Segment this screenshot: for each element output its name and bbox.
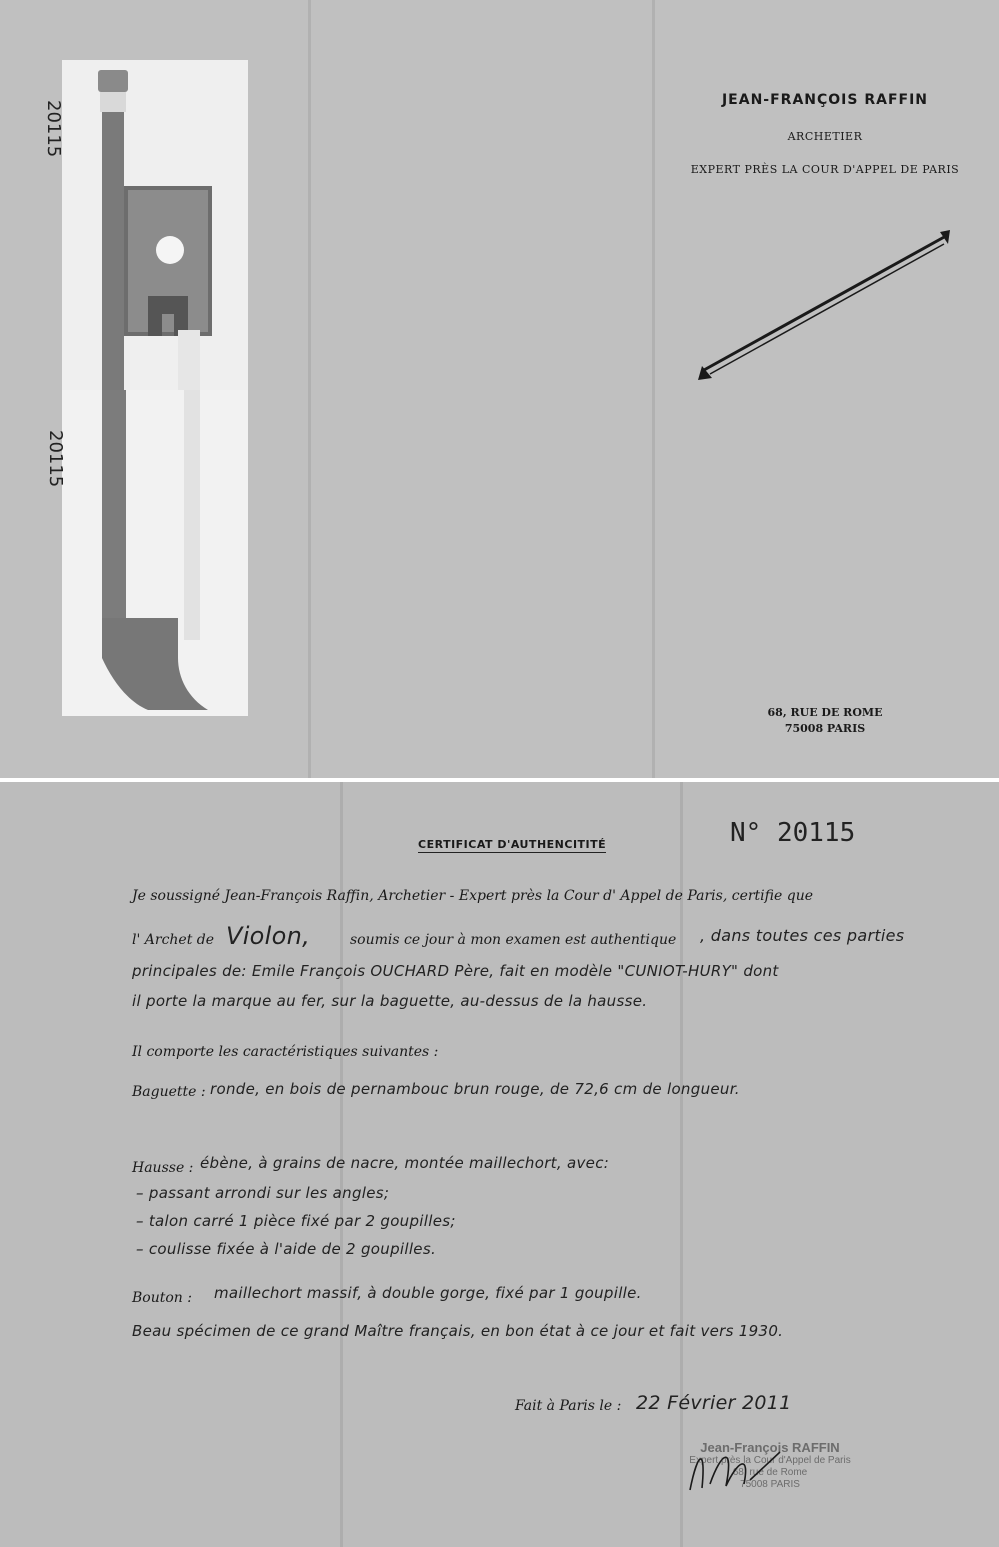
bouton-label: Bouton : <box>132 1290 192 1306</box>
hausse-line: – talon carré 1 pièce fixé par 2 goupilles; <box>136 1212 456 1230</box>
stamp-name: Jean-François RAFFIN <box>700 1440 840 1455</box>
authentic-handwriting-1: , dans toutes ces parties <box>700 926 905 945</box>
photo-reference-number: 20115 <box>45 430 66 488</box>
hausse-label: Hausse : <box>132 1160 194 1176</box>
fold-line <box>652 0 655 778</box>
place-label: Fait à Paris le : <box>515 1398 622 1414</box>
letterhead-expertise: EXPERT PRÈS LA COUR D'APPEL DE PARIS <box>690 163 960 176</box>
certificate-date: 22 Février 2011 <box>636 1392 792 1414</box>
stamp-line: 68, rue de Rome <box>732 1467 808 1478</box>
letterhead-address-street: 68, RUE DE ROME <box>767 706 883 719</box>
archet-label: l' Archet de <box>132 932 215 948</box>
bow-head-illustration <box>62 390 248 716</box>
stamp-line: 75008 PARIS <box>740 1479 800 1490</box>
letterhead-title: ARCHETIER <box>787 130 863 143</box>
certificate-intro: Je soussigné Jean-François Raffin, Archetier - Expert près la Cour d' Appel de Paris, certifie que <box>132 888 813 904</box>
bow-photo-head <box>45 390 248 716</box>
bow-frog-illustration <box>62 60 248 392</box>
hausse-line: ébène, à grains de nacre, montée maillechort, avec: <box>200 1154 610 1172</box>
baguette-value: ronde, en bois de pernambouc brun rouge, de 72,6 cm de longueur. <box>210 1080 740 1098</box>
stamp-line: Expert près la Cour d'Appel de Paris <box>689 1455 851 1466</box>
photo-reference-number: 20115 <box>43 100 64 158</box>
bouton-value: maillechort massif, à double gorge, fixé par 1 goupille. <box>214 1284 642 1302</box>
letterhead-address-city: 75008 PARIS <box>784 722 866 735</box>
certificate-title: CERTIFICAT D'AUTHENCITITÉ <box>418 838 607 851</box>
signature <box>680 1440 790 1500</box>
authentic-handwriting-2: principales de: Emile François OUCHARD Père, fait en modèle "CUNIOT-HURY" dont <box>132 962 779 980</box>
fold-line <box>308 0 311 778</box>
conclusion-text: Beau spécimen de ce grand Maître français, en bon état à ce jour et fait vers 1930. <box>132 1322 784 1340</box>
hausse-line: – coulisse fixée à l'aide de 2 goupilles. <box>136 1240 437 1258</box>
bow-photo-frog <box>43 60 248 392</box>
archet-value: Violon, <box>226 922 311 950</box>
baguette-label: Baguette : <box>132 1084 206 1100</box>
authentic-handwriting-3: il porte la marque au fer, sur la baguette, au-dessus de la hausse. <box>132 992 648 1010</box>
bow-logo <box>696 228 956 384</box>
submitted-text: soumis ce jour à mon examen est authentique <box>350 932 677 948</box>
hausse-line: – passant arrondi sur les angles; <box>136 1184 390 1202</box>
letterhead-name: JEAN-FRANÇOIS RAFFIN <box>721 92 929 108</box>
features-intro: Il comporte les caractéristiques suivantes : <box>132 1044 439 1060</box>
certificate-number: N° 20115 <box>730 818 856 848</box>
